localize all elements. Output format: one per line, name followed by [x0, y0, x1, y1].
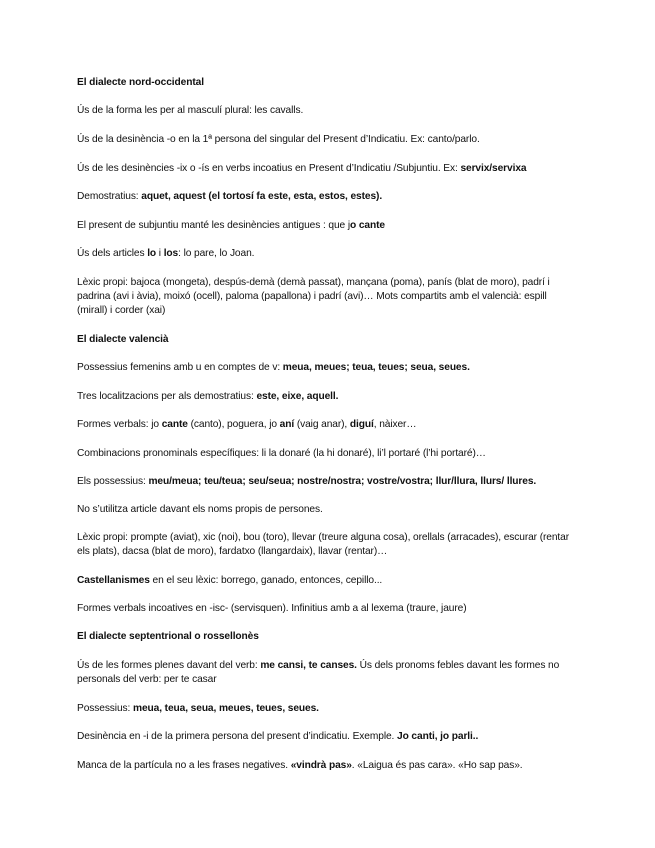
section-heading: El dialecte septentrional o rossellonès — [77, 631, 259, 642]
paragraph — [77, 503, 577, 517]
text-run: (vaig anar), — [294, 419, 350, 430]
text-run: Demostratius: — [77, 191, 142, 202]
paragraph — [77, 390, 577, 404]
paragraph — [77, 659, 577, 687]
bold-text: «vindrà pas» — [290, 760, 352, 771]
bold-text: los — [163, 248, 179, 259]
paragraph — [77, 730, 577, 744]
paragraph — [77, 247, 577, 261]
bold-text: este, eixe, aquell. — [256, 391, 339, 402]
bold-text: aní — [279, 419, 295, 430]
paragraph — [77, 162, 577, 176]
paragraph — [77, 361, 577, 375]
text-run: Ús de les desinències -ix o -ís en verbs incoatius en Present d’Indicatiu /Subjuntiu. Ex: — [77, 163, 461, 174]
bold-text: cante — [161, 419, 188, 430]
text-run: Lèxic propi: bajoca (mongeta), despús-demà (demà passat), mançana (poma), panís (blat de moro), padrí i padrina (avi i àvia), moixó (ocell), paloma (papallona) i padrí (avi)… Mots compartits amb el valencià: espill (mirall) i corder (xai) — [77, 277, 550, 316]
paragraph — [77, 475, 577, 489]
paragraph — [77, 190, 577, 204]
paragraph — [77, 447, 577, 461]
text-run: Ús dels pronoms febles davant les formes no personals del verb: per te casar — [77, 660, 560, 685]
paragraph — [77, 219, 577, 233]
bold-text: o cante — [350, 220, 385, 231]
paragraph — [77, 702, 577, 716]
text-run: Possessius femenins amb u en comptes de v: — [77, 362, 283, 373]
text-run: Lèxic propi: prompte (aviat), xic (noi), bou (toro), llevar (treure alguna cosa), orellals (arracades), escurar (rentar els plats), dacsa (blat de moro), fardatxo (llangardaix), llavar (rentar)… — [77, 532, 570, 557]
text-run: Ús de la forma les per al masculí plural: les cavalls. — [77, 105, 304, 116]
bold-text: lo — [147, 248, 157, 259]
text-run: Formes verbals incoatives en -isc- (servisquen). Infinitius amb a al lexema (traure, jaure) — [77, 603, 467, 614]
text-run: Ús dels articles — [77, 248, 148, 259]
text-run: Combinacions pronominals específiques: li la donaré (la hi donaré), li’l portaré (l’hi portaré)… — [77, 448, 486, 459]
text-run: , nàixer… — [373, 419, 417, 430]
paragraph — [77, 759, 577, 773]
section-heading: El dialecte nord-occidental — [77, 77, 204, 88]
text-run: Els possessius: — [77, 476, 149, 487]
paragraph — [77, 574, 577, 588]
paragraph — [77, 104, 577, 118]
text-run: Tres localitzacions per als demostratius: — [77, 391, 257, 402]
paragraph — [77, 531, 577, 559]
bold-text: meu/meua; teu/teua; seu/seua; nostre/nostra; vostre/vostra; llur/llura, llurs/ llures. — [148, 476, 537, 487]
text-run: No s’utilitza article davant els noms propis de persones. — [77, 504, 323, 515]
text-run: Possessius: — [77, 703, 133, 714]
bold-text: Jo canti, jo parli.. — [397, 731, 479, 742]
bold-text: aquet, aquest (el tortosí fa este, esta, estos, estes). — [141, 191, 383, 202]
text-run: (canto), poguera, jo — [187, 419, 280, 430]
text-run: en el seu lèxic: borrego, ganado, entonces, cepillo... — [149, 575, 383, 586]
paragraph — [77, 276, 577, 318]
text-run: : lo pare, lo Joan. — [178, 248, 255, 259]
paragraph — [77, 133, 577, 147]
bold-text: meua, meues; teua, teues; seua, seues. — [282, 362, 470, 373]
text-run: . «Laigua és pas cara». «Ho sap pas». — [351, 760, 523, 771]
text-run: i — [156, 248, 164, 259]
bold-text: me cansi, te canses. — [260, 660, 357, 671]
text-run: El present de subjuntiu manté les desinències antigues : que j — [77, 220, 351, 231]
paragraph — [77, 418, 577, 432]
text-run: Formes verbals: jo — [77, 419, 162, 430]
text-run: Desinència en -i de la primera persona del present d’indicatiu. Exemple. — [77, 731, 398, 742]
bold-text: meua, teua, seua, meues, teues, seues. — [133, 703, 319, 714]
paragraph — [77, 602, 577, 616]
text-run: Manca de la partícula no a les frases negatives. — [77, 760, 291, 771]
bold-text: servix/servixa — [460, 163, 527, 174]
text-run: Ús de les formes plenes davant del verb: — [77, 660, 261, 671]
text-run: Ús de la desinència -o en la 1ª persona del singular del Present d’Indicatiu. Ex: canto/parlo. — [77, 134, 480, 145]
section-heading: El dialecte valencià — [77, 334, 169, 345]
bold-text: diguí — [349, 419, 374, 430]
bold-text: Castellanismes — [77, 575, 150, 586]
